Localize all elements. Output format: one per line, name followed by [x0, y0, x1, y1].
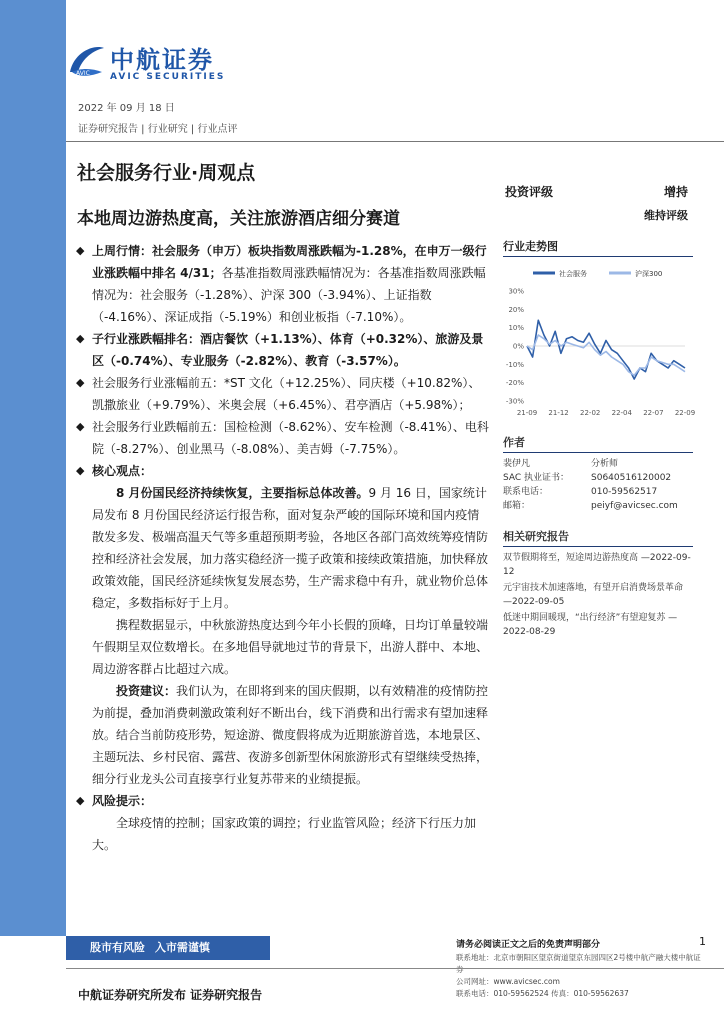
page-number: 1: [699, 935, 706, 948]
left-color-strip: [0, 0, 66, 936]
contact-phone: 联系电话：010-59562524 传真：010-59562637: [456, 989, 629, 998]
divider: [66, 141, 724, 142]
contact-address: 联系地址：北京市朝阳区望京街道望京东园四区2号楼中航产融大楼中航证券: [456, 953, 701, 974]
report-subtitle: 本地周边游热度高，关注旅游酒店细分赛道: [77, 209, 400, 229]
y-tick-label: -30%: [505, 397, 524, 406]
paragraph-investment: 投资建议：我们认为，在即将到来的国庆假期，以有效精准的疫情防控为前提，叠加消费刺激政策利好不断出台，线下消费和出行需求有望加速释放。结合当前防疫形势，短途游、微度假将成为近期旅游首选，本地景区、主题玩法、乡村民宿、露营、夜游多创新型休闲旅游形式有望继续受热捧，细分行业龙头公司直接享行业复苏带来的业绩提振。: [92, 684, 489, 786]
related-report-item[interactable]: 双节假期将至，短途周边游热度高 —2022-09-12: [503, 553, 691, 577]
airplane-logo-icon: [66, 42, 106, 86]
bullet-subindustry: ◆ 子行业涨跌幅排名：酒店餐饮（+1.13%）、体育（+0.32%）、旅游及景区（-0.74%）、专业服务（-2.82%）、教育（-3.57%）。: [76, 328, 491, 372]
author-name-row: [503, 457, 693, 471]
brand-name-en: AVIC SECURITIES: [110, 72, 226, 82]
rating-value: 增持: [663, 185, 688, 199]
x-tick-label: 22-09: [674, 409, 696, 417]
author-section-title: 作者: [503, 436, 693, 453]
contact-website[interactable]: 公司网址：www.avicsec.com: [456, 977, 560, 986]
disclaimer-note: 请务必阅读正文之后的免责声明部分: [456, 940, 601, 950]
author-phone-row: [503, 485, 693, 499]
rating-label: 投资评级: [505, 185, 554, 199]
y-tick-label: -20%: [505, 379, 524, 388]
related-report-item[interactable]: 低迷中期回暖现，“出行经济”有望迎复苏 —2022-08-29: [503, 613, 678, 637]
paragraph-risk: 全球疫情的控制；国家政策的调控；行业监管风险；经济下行压力加大。: [92, 816, 477, 852]
author-sac-row: [503, 471, 693, 485]
author-name: 裴伊凡: [503, 459, 531, 469]
report-title: 社会服务行业·周观点: [77, 162, 256, 184]
brand-logo: [66, 40, 306, 88]
phone-value: 010-59562517: [591, 487, 658, 497]
related-report-item[interactable]: 元宇宙技术加速落地，有望开启消费场景革命 —2022-09-05: [503, 583, 684, 607]
y-tick-label: 20%: [508, 305, 524, 314]
report-body: [76, 240, 491, 856]
diamond-bullet-icon: ◆: [76, 420, 85, 433]
x-tick-label: 21-09: [516, 409, 538, 417]
report-date: 2022 年 09 月 18 日: [78, 103, 175, 114]
bullet-market: ◆ 上周行情：社会服务（申万）板块指数周涨跌幅为-1.28%，在申万一级行业涨跌幅中排名 4/31；各基准指数周涨跌幅情况为：各基准指数周涨跌幅情况为：社会服务（-1.28%）、沪深 300（-3.94%）、上证指数（-4.16%）、深证成指（-5.19%）和创业板指（-7.10%）。: [76, 240, 491, 328]
industry-trend-chart: [503, 238, 696, 420]
y-tick-label: 10%: [508, 324, 524, 333]
paragraph-economy: 8 月份国民经济持续恢复，主要指标总体改善。9 月 16 日，国家统计局发布 8 月份国民经济运行报告称，面对复杂严峻的国际环境和国内疫情散发多发、极端高温天气等多重超预期考验，各地区各部门高效统筹疫情防控和经济社会发展，加力落实稳经济一揽子政策和接续政策措施，加快释放政策效能，国民经济延续恢复发展态势，生产需求稳中有升，就业物价总体稳定，多数指标好于上月。: [92, 486, 489, 610]
bullet-core-view: ◆ 核心观点：: [76, 460, 491, 482]
paragraph-ctrip: 携程数据显示，中秋旅游热度达到今年小长假的顶峰，日均订单量较端午假期呈双位数增长。在多地倡导就地过节的背景下，出游人群中、本地、周边游客群占比超过六成。: [92, 618, 489, 676]
y-tick-label: -10%: [505, 360, 524, 369]
x-tick-label: 22-04: [611, 409, 632, 417]
legend-label: 社会服务: [559, 270, 587, 278]
sac-value: S0640516120002: [591, 473, 672, 483]
y-tick-label: 0%: [512, 342, 524, 351]
x-tick-label: 22-02: [580, 409, 601, 417]
x-tick-label: 21-12: [548, 409, 569, 417]
breadcrumb: 证券研究报告 | 行业研究 | 行业点评: [78, 124, 238, 135]
author-title: 分析师: [591, 459, 619, 469]
phone-label: 联系电话：: [503, 487, 549, 497]
diamond-bullet-icon: ◆: [76, 376, 85, 389]
bullet-top-gainers: ◆ 社会服务行业涨幅前五：*ST 文化（+12.25%）、同庆楼（+10.82%）、凯撒旅业（+9.79%）、米奥会展（+6.45%）、君亭酒店（+5.98%）；: [76, 372, 491, 416]
y-tick-label: 30%: [508, 287, 524, 296]
bullet-risk: ◆ 风险提示：: [76, 790, 491, 812]
risk-warning-bar: 股市有风险 入市需谨慎: [66, 936, 270, 960]
footer-divider: [66, 968, 724, 969]
email-label: 邮箱：: [503, 501, 531, 511]
legend-label: 沪深300: [635, 270, 663, 278]
related-reports: [503, 530, 693, 639]
chart-title: 行业走势图: [503, 238, 693, 257]
author-email-row: [503, 499, 693, 513]
issuer-line: 中航证券研究所发布 证券研究报告: [78, 988, 263, 1002]
series-line-社会服务: [527, 320, 685, 379]
contact-info: [456, 952, 706, 1000]
diamond-bullet-icon: ◆: [76, 794, 85, 807]
svg-text:AVIC: AVIC: [76, 70, 90, 77]
diamond-bullet-icon: ◆: [76, 244, 85, 257]
bullet-top-losers: ◆ 社会服务行业跌幅前五：国检检测（-8.62%）、安车检测（-8.41%）、电科院（-8.27%）、创业黑马（-8.08%）、美吉姆（-7.75%）。: [76, 416, 491, 460]
author-block: [503, 436, 693, 513]
email-link[interactable]: peiyf@avicsec.com: [591, 501, 678, 511]
diamond-bullet-icon: ◆: [76, 332, 85, 345]
x-tick-label: 22-07: [643, 409, 664, 417]
rating-note: 维持评级: [644, 209, 688, 222]
trend-chart-svg: [503, 261, 696, 421]
related-section-title: 相关研究报告: [503, 530, 693, 547]
diamond-bullet-icon: ◆: [76, 464, 85, 477]
sac-label: SAC 执业证书：: [503, 473, 570, 483]
brand-name: 中航证券: [110, 46, 214, 74]
